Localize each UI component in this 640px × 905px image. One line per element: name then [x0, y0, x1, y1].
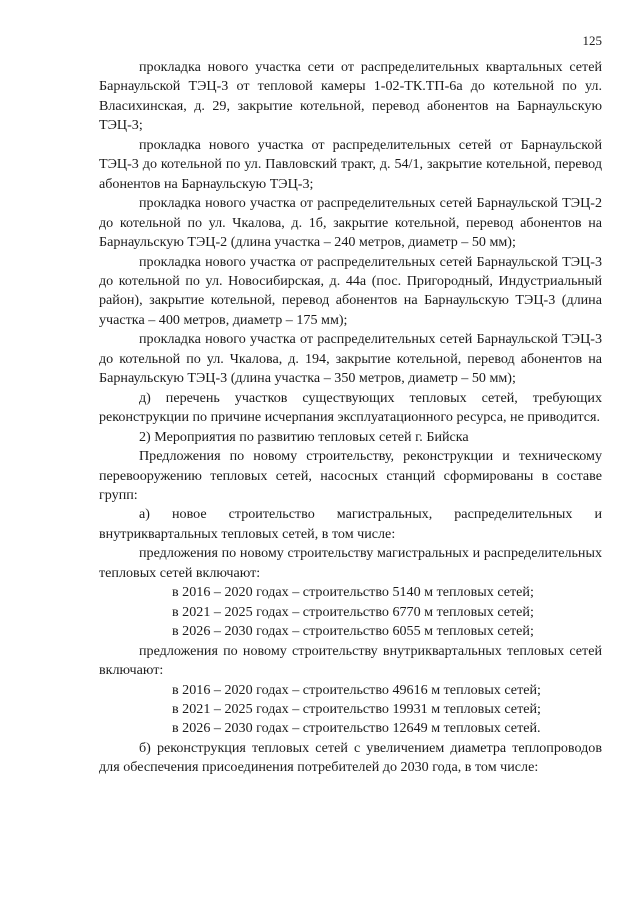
list-item: в 2026 – 2030 годах – строительство 12649 м тепловых сетей. [172, 720, 541, 737]
paragraph: а) новое строительство магистральных, распределительных и внутриквартальных тепловых сетей, в том числе: [99, 506, 602, 542]
list-item: в 2021 – 2025 годах – строительство 19931 м тепловых сетей; [172, 700, 541, 717]
paragraph: прокладка нового участка от распределительных сетей Барнаульской ТЭЦ-3 до котельной по ул. Новосибирская, д. 44а (пос. Пригородный, Индустриальный район), закрытие котельной, перевод абонентов на Барнаульскую ТЭЦ-3 (длина участка – 400 метров, диаметр – 175 мм); [99, 253, 602, 328]
list-item: в 2021 – 2025 годах – строительство 6770 м тепловых сетей; [172, 603, 534, 620]
paragraph: прокладка нового участка от распределительных сетей Барнаульской ТЭЦ-3 до котельной по ул. Чкалова, д. 194, закрытие котельной, перевод абонентов на Барнаульскую ТЭЦ-3 (длина участка – 350 метров, диаметр – 50 мм); [99, 331, 602, 387]
document-body [99, 58, 602, 778]
paragraph: предложения по новому строительству внутриквартальных тепловых сетей включают: [99, 642, 602, 679]
paragraph: прокладка нового участка от распределительных сетей от Барнаульской ТЭЦ-3 до котельной по ул. Павловский тракт, д. 54/1, закрытие котельной, перевод абонентов на Барнаульскую ТЭЦ-3; [99, 136, 602, 192]
paragraph: прокладка нового участка сети от распределительных квартальных сетей Барнаульской ТЭЦ-3 от тепловой камеры 1-02-ТК.ТП-6а до котельной по ул. Власихинская, д. 29, закрытие котельной, перевод абонентов на Барнаульскую ТЭЦ-3; [99, 59, 602, 134]
paragraph: предложения по новому строительству магистральных и распределительных тепловых сетей включают: [99, 545, 602, 581]
page-number: 125 [582, 33, 602, 48]
list-item: в 2016 – 2020 годах – строительство 49616 м тепловых сетей; [172, 681, 541, 698]
section-heading: 2) Мероприятия по развитию тепловых сетей г. Бийска [139, 428, 469, 445]
list-item: в 2016 – 2020 годах – строительство 5140 м тепловых сетей; [172, 584, 534, 601]
paragraph: д) перечень участков существующих тепловых сетей, требующих реконструкции по причине исчерпания эксплуатационного ресурса, не приводится. [99, 389, 602, 426]
paragraph: Предложения по новому строительству, реконструкции и техническому перевооружению тепловых сетей, насосных станций сформированы в составе групп: [99, 448, 602, 503]
list-item: в 2026 – 2030 годах – строительство 6055 м тепловых сетей; [172, 623, 534, 640]
paragraph: б) реконструкция тепловых сетей с увеличением диаметра теплопроводов для обеспечения присоединения потребителей до 2030 года, в том числе: [99, 739, 602, 776]
paragraph: прокладка нового участка от распределительных сетей Барнаульской ТЭЦ-2 до котельной по ул. Чкалова, д. 1б, закрытие котельной, перевод абонентов на Барнаульскую ТЭЦ-2 (длина участка – 240 метров, диаметр – 50 мм); [99, 195, 602, 251]
